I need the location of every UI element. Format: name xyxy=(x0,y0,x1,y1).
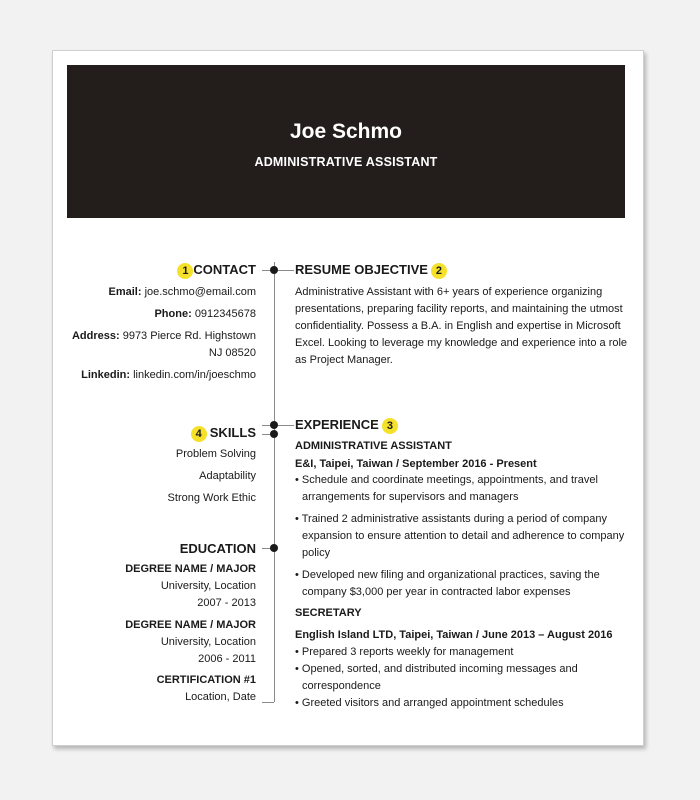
experience-dot xyxy=(270,421,278,429)
job-bullet: • Schedule and coordinate meetings, appointments, and travel xyxy=(295,474,598,486)
objective-text: Excel. Looking to leverage my knowledge and experience into a role xyxy=(295,337,628,349)
experience-connector xyxy=(262,425,294,426)
contact-badge: 1 xyxy=(177,263,193,279)
degree-years: 2006 - 2011 xyxy=(198,653,256,665)
contact-connector xyxy=(262,270,294,271)
timeline-end xyxy=(262,702,274,703)
job-bullet: • Greeted visitors and arranged appointment schedules xyxy=(295,697,564,709)
objective-badge: 2 xyxy=(431,263,447,279)
degree-name: DEGREE NAME / MAJOR xyxy=(125,563,256,575)
candidate-name: Joe Schmo xyxy=(289,120,403,143)
job-company: E&I, Taipei, Taiwan / September 2016 - Present xyxy=(295,458,537,470)
degree-years: 2007 - 2013 xyxy=(197,597,256,609)
certification-name: CERTIFICATION #1 xyxy=(156,674,256,686)
education-dot xyxy=(270,544,278,552)
contact-dot xyxy=(270,266,278,274)
job-bullet: • Developed new filing and organizational practices, saving the xyxy=(295,569,600,581)
skill-item: Problem Solving xyxy=(175,448,256,460)
job-bullet-cont: company $3,000 per year in contracted labor expenses xyxy=(302,586,571,598)
degree-school: University, Location xyxy=(160,580,256,592)
job-company: English Island LTD, Taipei, Taiwan / June 2013 – August 2016 xyxy=(295,629,613,641)
skills-heading: 4 SKILLS xyxy=(191,425,256,442)
skills-badge: 4 xyxy=(191,426,207,442)
certification-location: Location, Date xyxy=(185,691,256,703)
job-bullet: • Opened, sorted, and distributed incoming messages and xyxy=(295,663,578,675)
contact-heading: 1 CONTACT xyxy=(177,262,256,279)
job-bullet-cont: policy xyxy=(302,547,331,559)
job-bullet: • Prepared 3 reports weekly for management xyxy=(295,646,514,658)
objective-text: confidentiality. Possess a B.A. in English and expertise in Microsoft xyxy=(295,320,621,332)
objective-text: presentations, preparing facility reports, and maintaining the utmost xyxy=(295,303,623,315)
objective-text: Administrative Assistant with 6+ years of experience organizing xyxy=(295,286,603,298)
job-bullet-cont: arrangements for supervisors and managers xyxy=(302,491,519,503)
contact-phone: Phone: 0912345678 xyxy=(154,308,256,320)
objective-text: as Project Manager. xyxy=(295,354,393,366)
objective-heading: RESUME OBJECTIVE 2 xyxy=(295,262,447,279)
experience-badge: 3 xyxy=(382,418,398,434)
contact-address-line2: NJ 08520 xyxy=(208,347,256,359)
job-title: ADMINISTRATIVE ASSISTANT xyxy=(295,440,452,452)
job-bullet: • Trained 2 administrative assistants during a period of company xyxy=(295,513,608,525)
contact-email: Email: joe.schmo@email.com xyxy=(108,286,256,298)
resume-header xyxy=(67,65,625,218)
job-title: SECRETARY xyxy=(295,607,362,619)
job-bullet-cont: expansion to ensure attention to detail and adherence to company xyxy=(302,530,625,542)
candidate-title: ADMINISTRATIVE ASSISTANT xyxy=(254,155,438,169)
education-heading: EDUCATION xyxy=(179,541,256,556)
degree-school: University, Location xyxy=(160,636,256,648)
degree-name: DEGREE NAME / MAJOR xyxy=(125,619,256,631)
timeline-line xyxy=(274,262,275,702)
job-bullet-cont: correspondence xyxy=(302,680,381,692)
skill-item: Adaptability xyxy=(199,470,256,482)
experience-heading: EXPERIENCE 3 xyxy=(295,417,398,434)
contact-linkedin: Linkedin: linkedin.com/in/joeschmo xyxy=(81,369,256,381)
skill-item: Strong Work Ethic xyxy=(167,492,256,504)
contact-address: Address: 9973 Pierce Rd. Highstown xyxy=(71,330,256,342)
skills-dot xyxy=(270,430,278,438)
